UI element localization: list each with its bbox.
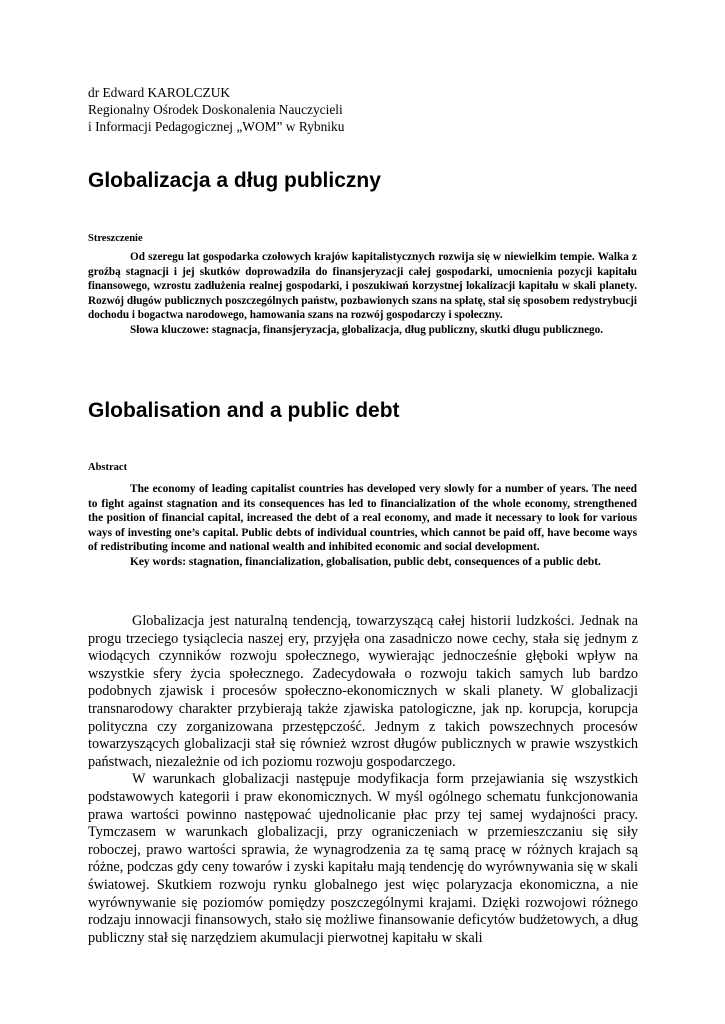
summary-text: Od szeregu lat gospodarka czołowych krajów kapitalistycznych rozwija się w niewielkim tempie. Walka z groźbą stagnacji i jej skutków doprowadziła do finansjeryzacji całej gospodarki, umocnienia pozycji kapitału finansowego, wzrostu zadłużenia realnej gospodarki, i poszukiwań korzystnej lokalizacji kapitału w skali planety. Rozwój długów publicznych poszczególnych państw, pozbawionych szans na spłatę, stał się sposobem redystrybucji dochodu i bogactwa narodowego, hamowania szans na rozwój gospodarczy i społeczny.	[88, 251, 637, 321]
abstract-keywords: Key words: stagnation, financialization, globalisation, public debt, consequences of a public debt.	[130, 555, 601, 568]
polish-summary	[88, 250, 637, 337]
author-block	[88, 84, 344, 135]
body-text	[88, 613, 638, 947]
body-paragraph-1: Globalizacja jest naturalną tendencją, towarzyszącą całej historii ludzkości. Jednak na progu trzeciego tysiąclecia naszej ery, przyjęła ona zasadniczo nowe cechy, stała się jednym z wiodących czynników rozwoju społecznego, wywierając jednocześnie głęboki wpływ na wszystkie sfery życia społecznego. Zadecydowała o rozwoju takich samych lub bardzo podobnych zjawisk i procesów społeczno-ekonomicznych w skali planety. W globalizacji transnarodowy charakter przybierają także zjawiska patologiczne, jak np. korupcja, korupcja polityczna czy zorganizowana przestępczość. Jednym z takich powszechnych procesów towarzyszących globalizacji stał się również wzrost długów publicznych w prawie wszystkich państwach, niezależnie od ich poziomu rozwoju gospodarczego.	[88, 613, 638, 770]
abstract-heading: Abstract	[88, 462, 128, 473]
english-abstract	[88, 482, 637, 569]
body-paragraph-2: W warunkach globalizacji następuje modyfikacja form przejawiania się wszystkich podstawowych kategorii i praw ekonomicznych. W myśl ogólnego schematu funkcjonowania prawa wartości powinno następować ujednolicanie płac przy tej samej wydajności pracy. Tymczasem w warunkach globalizacji, przy ograniczeniach w przemieszczaniu się siły roboczej, prawo wartości sprawia, że wynagrodzenia za tę samą pracę w różnych krajach są różne, podczas gdy ceny towarów i zyski kapitału mają tendencję do wyrównywania się w skali światowej. Skutkiem rozwoju rynku globalnego jest więc polaryzacja ekonomiczna, a nie wyrównywanie się poziomów pomiędzy poszczególnymi krajami. Dzięki rozwojowi różnego rodzaju innowacji finansowych, stało się możliwe finansowanie deficytów budżetowych, a dług publiczny stał się narzędziem akumulacji pierwotnej kapitału w skali	[88, 771, 638, 946]
summary-heading: Streszczenie	[88, 233, 143, 244]
author-affiliation-line2: i Informacji Pedagogicznej „WOM” w Rybniku	[88, 119, 345, 134]
polish-title: Globalizacja a dług publiczny	[88, 169, 381, 192]
english-title: Globalisation and a public debt	[88, 399, 400, 422]
summary-keywords: Słowa kluczowe: stagnacja, finansjeryzacja, globalizacja, dług publiczny, skutki długu publicznego.	[130, 323, 604, 336]
abstract-text: The economy of leading capitalist countries has developed very slowly for a number of years. The need to fight against stagnation and its consequences has led to financialization of the whole economy, strengthened the position of financial capital, increased the debt of a real economy, and made it necessary to look for various ways of investing one’s capital. Public debts of individual countries, which cannot be paid off, have become ways of redistributing income and national wealth and inhibited economic and social development.	[88, 483, 637, 553]
author-name: dr Edward KAROLCZUK	[88, 85, 231, 100]
author-affiliation-line1: Regionalny Ośrodek Doskonalenia Nauczycieli	[88, 102, 343, 117]
